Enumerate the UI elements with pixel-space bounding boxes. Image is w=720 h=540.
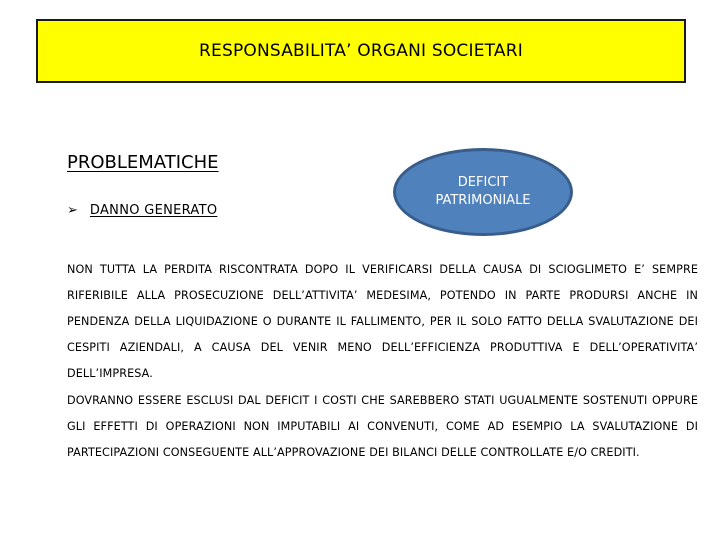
bullet-item — [67, 203, 217, 218]
paragraph-2: DOVRANNO ESSERE ESCLUSI DAL DEFICIT I COSTI CHE SAREBBERO STATI UGUALMENTE SOSTENUTI OPPURE GLI EFFETTI DI OPERAZIONI NON IMPUTABILI AI CONVENUTI, COME AD ESEMPIO LA SVALUTAZIONE DI PARTECIPAZIONI CONSEGUENTE ALL’APPROVAZIONE DEI BILANCI DELLE CONTROLLATE E/O CREDITI. — [67, 394, 698, 459]
ellipse-label: DEFICIT PATRIMONIALE — [435, 175, 531, 208]
section-heading: PROBLEMATICHE — [67, 152, 219, 173]
paragraph-1: NON TUTTA LA PERDITA RISCONTRATA DOPO IL VERIFICARSI DELLA CAUSA DI SCIOGLIMETO E’ SEMPRE RIFERIBILE ALLA PROSECUZIONE DELL’ATTIVITA’ MEDESIMA, POTENDO IN PARTE PRODURSI ANCHE IN PENDENZA DELLA LIQUIDAZIONE O DURANTE IL FALLIMENTO, PER IL SOLO FATTO DELLA SVALUTAZIONE DEI CESPITI AZIENDALI, A CAUSA DEL VENIR MENO DELL’EFFICIENZA PRODUTTIVA E DELL’OPERATIVITA’ DELL’IMPRESA. — [67, 263, 698, 380]
arrow-bullet-icon: ➢ — [67, 203, 78, 218]
bullet-label: DANNO GENERATO — [89, 203, 218, 218]
deficit-ellipse — [393, 148, 573, 236]
title-box — [36, 19, 686, 83]
page-title: RESPONSABILITA’ ORGANI SOCIETARI — [199, 41, 523, 61]
